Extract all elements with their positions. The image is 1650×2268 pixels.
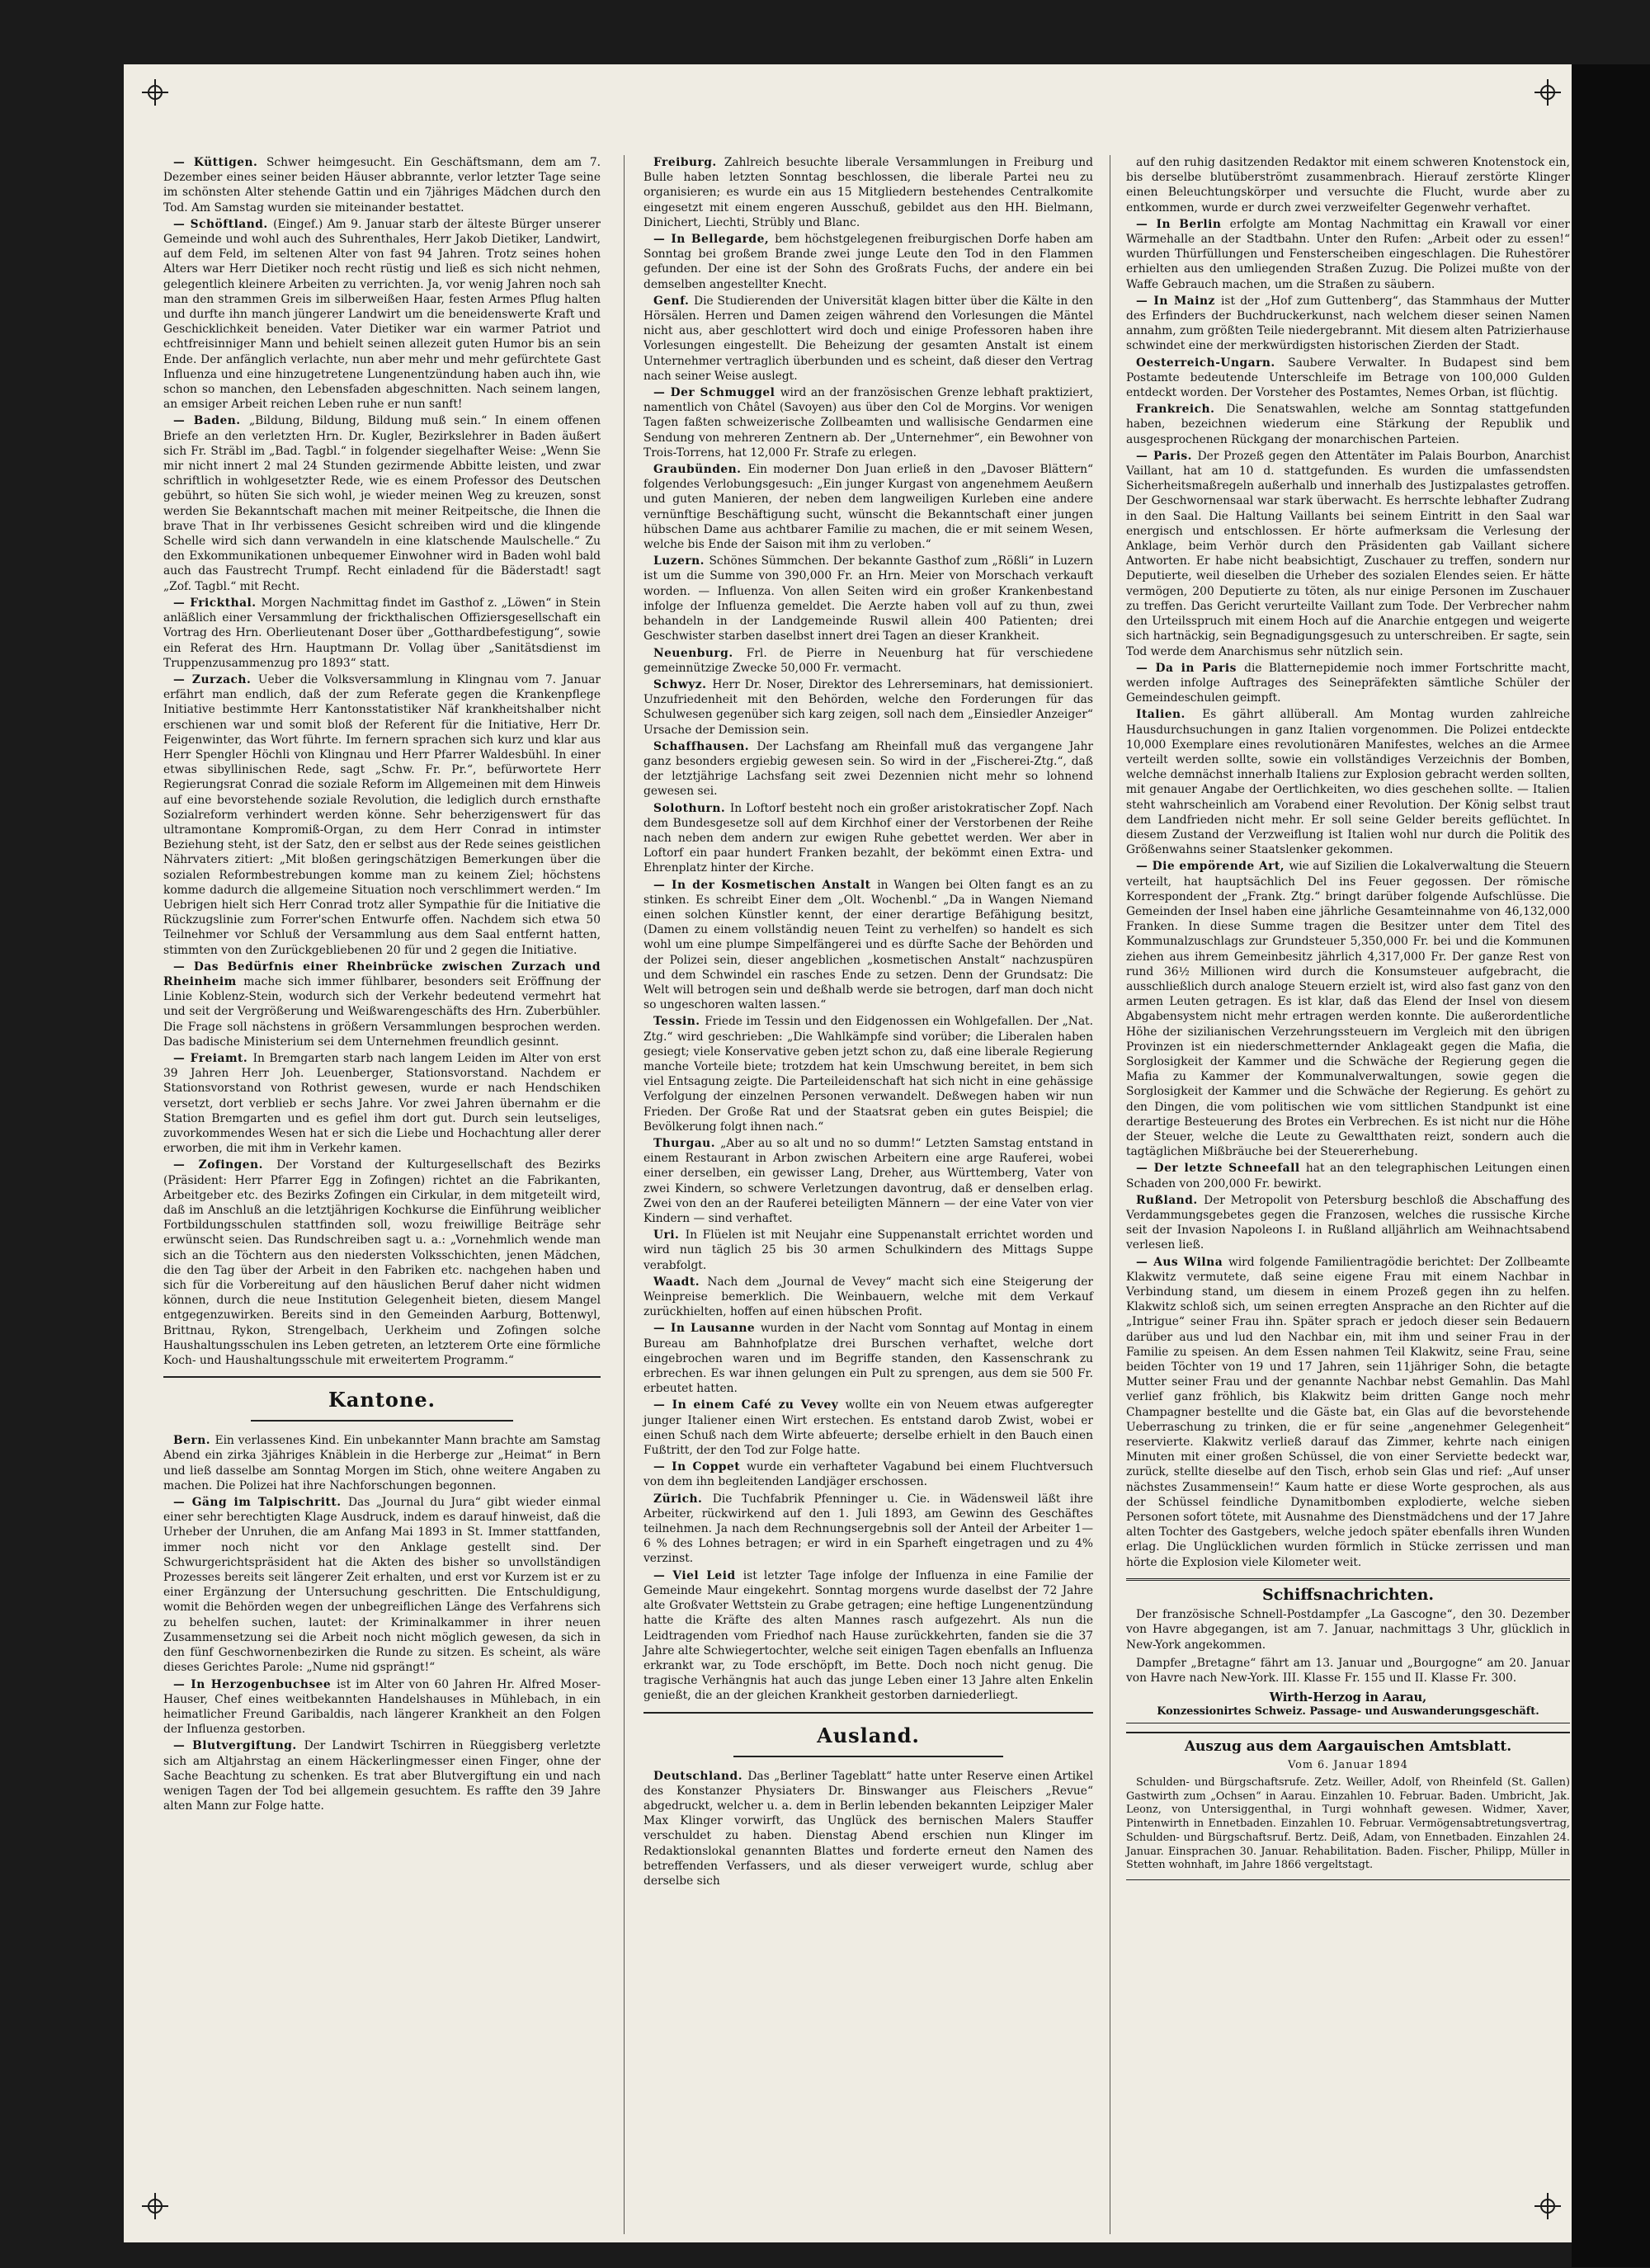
article-text: Der Vorstand der Kulturgesellschaft des Bezirks (Präsident: Herr Pfarrer Egg in Zofingen) richtet an die Fabrikanten, Arbeitgeber etc. des Bezirks Zofingen ein Cirkular, in dem mitgeteilt wird, daß im Anschluß an die letztjährigen Kochkurse die Einführung weiblicher Fortbildungsschulen stattfinden soll, wozu freiwillige Beiträge sehr erwünscht seien. Das Rundschreiben sagt u. a.: „Vornehmlich wende man sich an die Töchtern aus den niedersten Volksschichten, jenen Mädchen, die den Tag über der Arbeit in den Fabriken etc. nachgehen haben und sich für die Vorbereitung auf den häuslichen Beruf daher nicht widmen können, durch die neue Institution Gelegenheit bieten, diesem Mangel entgegenzuwirken. Bereits sind in den Gemeinden Aarburg, Bottenwyl, Brittnau, Rykon, Strengelbach, Uerkheim und Zofingen solche Haushaltungsschulen ins Leben getreten, an letzterem Orte eine förmliche Koch- und Haushaltungsschule mit erweitertem Programm.“ [163,1158,601,1368]
article-text: Die Studierenden der Universität klagen bitter über die Kälte in den Hörsälen. Herren und Damen zeigen während den Vorlesungen die Mäntel nicht aus, aber geschlottert wird doch und einige Professoren haben ihre Vorlesungen eingestellt. Die Beheizung der gesamten Anstalt ist einem Unternehmer vertraglich überbunden und es scheint, daß dieser den Vertrag nach seiner Weise auslegt. [644,294,1093,383]
newspaper-page [124,64,1584,2242]
article-lead: Solothurn. [653,801,730,815]
article [1126,217,1570,292]
article-lead: — In einem Café zu Vevey [653,1398,846,1412]
article-text: Die Senatswahlen, welche am Sonntag stattgefunden haben, bezeichnen wiederum eine Stärkung der Republik und ausgesprochenen Rückgang der monarchischen Parteien. [1126,403,1570,446]
section-title-kantone: Kantone. [163,1376,601,1412]
article-text: die Blatternepidemie noch immer Fortschritte macht, werden infolge Auftrages des Seinepräfekten sämtliche Schüler der Gemeindeschulen geimpft. [1126,661,1570,705]
article-lead: — Der Schmuggel [653,386,780,400]
article-lead: Graubünden. [653,463,748,477]
article [644,294,1093,384]
article-text: ist letzter Tage infolge der Influenza in eine Familie der Gemeinde Maur eingekehrt. Sonntag morgens wurde daselbst der 72 Jahre alte Großvater Wettstein zu Grabe getragen; eine heftige Lungenentzündung hatte die Kräfte des alten Mannes rasch aufgezehrt. Als nun die Leidtragenden vom Friedhof nach Hause zurückkehrten, fanden sie die 37 Jahre alte Schwiegertochter, welche seit einigen Tagen ebenfalls an Influenza erkrankt war, zu Tode erschöpft, im Bette. Doch noch nicht genug. Die tragische Verhängnis hat auch das junge Leben einer 13 Jahre alten Enkelin genießt, die an der gleichen Krankheit gestorben darniederliegt. [644,1568,1094,1703]
article-lead: Freiburg. [653,156,724,169]
section-title-ausland: Ausland. [644,1712,1093,1747]
article-lead: — Zofingen. [173,1158,277,1172]
article-lead: — In Bellegarde, [653,233,776,247]
article [163,672,601,958]
article [644,677,1093,738]
article [644,1459,1093,1489]
article-text: ist im Alter von 60 Jahren Hr. Alfred Moser-Hauser, Chef eines weitbekannten Handelshauses in Mühlebach, in ein heimatlicher Freund Garibaldis, nach längerer Krankheit an den Folgen der Influenza gestorben. [163,1677,601,1737]
article-lead: Oesterreich-Ungarn. [1136,356,1289,370]
article [1126,661,1570,706]
article [1126,402,1570,447]
article-lead: Genf. [653,294,695,308]
shipping-text: Der französische Schnell-Postdampfer „La Gascogne“, den 30. Dezember von Havre abgegangen, ist am 7. Januar, nachmittags 3 Uhr, glücklich in New-York angekommen. [1126,1608,1570,1652]
registration-mark-icon [1534,79,1561,106]
article-text: hat an den telegraphischen Leitungen einen Schaden von 200,000 Fr. bewirkt. [1126,1162,1570,1191]
article [163,1677,601,1738]
article-lead: Zürich. [653,1492,713,1506]
article [644,646,1093,676]
foreign-news-list [1126,155,1570,1570]
article [1126,294,1570,354]
article-text: (Eingef.) Am 9. Januar starb der älteste Bürger unserer Gemeinde und wohl auch des Suhrenthales, Herr Jakob Dietiker, Landwirt, auf dem Feld, im seltenen Alter von fast 94 Jahren. Trotz seines hohen Alters war Herr Dietiker noch recht rüstig und ließ es sich nicht nehmen, gelegentlich kleinere Arbeiten zu verrichten. Ja, vor wenig Jahren noch sah man den strammen Greis im silberweißen Haar, festen Armes Pflug halten und durfte ihn manch jüngerer Landwirt um die beneidenswerte Kraft und Geschicklichkeit beneiden. Vater Dietiker war ein warmer Patriot und echtfreisinniger Mann und behielt seinen allezeit guten Humor bis an sein Ende. Der anfänglich verlachte, nun aber mehr und mehr gefürchtete Gast Influenza und eine hinzugetretene Lungenentzündung haben auch ihn, wie schon so manchen, den Lebensfaden abgeschnitten. Nach seinem langen, an emsiger Arbeit reichen Leben ruhe er nun sanft! [163,217,601,412]
column-1 [163,155,601,1815]
amtsblatt-text: Schulden- und Bürgschaftsrufe. Zetz. Weiller, Adolf, von Rheinfeld (St. Gallen) Gastwirth zum „Ochsen“ in Aarau. Einzahlen 10. Februar. Baden. Umbricht, Jak. Leonz, von Untersiggenthal, in Turgi wohnhaft gewesen. Widmer, Xaver, Pintenwirth in Ennetbaden. Einzahlen 10. Februar. Vermögensabtretungsvertrag, Schulden- und Bürgschaftsruf. Bertz. Deiß, Adam, von Ennetbaden. Einzahlen 24. Januar. Einsprachen 30. Januar. Rehabilitation. Baden. Fischer, Philipp, Müller in Stetten wohnhaft, im Jahre 1866 vergeltstagt. [1126,1775,1570,1872]
article-text: „Aber au so alt und no so dumm!“ Letzten Samstag entstand in einem Restaurant in Arbon zwischen Arbeitern eine arge Rauferei, wobei einer derselben, ein gewisser Lang, Dreher, aus Württemberg, Vater von zwei Kindern, so schwere Verletzungen davontrug, daß er denselben erlag. Zwei von den an der Rauferei beteiligten Männern — der eine Vater von vier Kindern — sind verhaftet. [644,1137,1093,1226]
article-lead: — Das Bedürfnis einer Rheinbrücke zwischen Zurzach und Rheinheim [163,960,601,988]
article-text: wird an der französischen Grenze lebhaft praktiziert, namentlich von Châtel (Savoyen) aus über den Col de Morgins. Vor wenigen Tagen faßten schweizerische Zollbeamten und wallisische Gendarmen eine Sendung von mehreren Zentnern ab. Der „Unternehmer“, ein Bewohner von Trois-Torrens, hat 12,000 Fr. Strafe zu erlegen. [644,386,1093,460]
article [1126,356,1570,401]
article [644,1769,1093,1889]
article-text: In Bremgarten starb nach langem Leiden im Alter von erst 39 Jahren Herr Joh. Leuenberger, Stationsvorstand. Nachdem er Stationsvorstand von Rothrist gewesen, wurde er nach Hendschiken versetzt, dort verblieb er sechs Jahre. Vor zwei Jahren übernahm er die Station Bremgarten und es gefiel ihm dort gut. Durch sein leutseliges, zuvorkommendes Wesen hat er sich die Liebe und Hochachtung aller derer erworben, die mit ihm in Verkehr kamen. [163,1051,601,1156]
article-text: „Bildung, Bildung, Bildung muß sein.“ In einem offenen Briefe an den verletzten Hrn. Dr. Kugler, Bezirkslehrer in Baden äußert sich Fr. Sträbl im „Bad. Tagbl.“ in folgender siegelhafter Weise: „Wenn Sie mir nicht innert 2 mal 24 Stunden gezirmende Abbitte leisten, und zwar schriftlich in wohlgesetzter Rede, wie es einem Professor des Deutschen gebührt, so hüten Sie sich wohl, je wieder meinen Weg zu kreuzen, sonst werden Sie Bekanntschaft machen mit meiner Reitpeitsche, die Ihnen die brave That in Ihr verbissenes Gesicht schreiben wird und die klingende Schelle wird sich dann verwandeln in eine klatschende Maulschelle.“ Zu den Exkommunikationen unbequemer Einwohner wird in Baden wohl bald auch das Faustrecht Trumpf. Recht einladend für die Bäderstadt! sagt „Zof. Tagbl.“ mit Recht. [163,414,601,593]
column-divider [624,155,625,2234]
amtsblatt-title: Auszug aus dem Aargauischen Amtsblatt. [1184,1738,1512,1756]
article-text: wird folgende Familientragödie berichtet: Der Zollbeamte Klakwitz vermutete, daß seine eigene Frau mit einem Nachbar in Verbindung stand, um diesem in einem Prozeß gegen ihn zu helfen. Klakwitz schloß sich, um seinen erregten Ansprache an den Richter auf die „Intrigue“ seiner Frau ihn. Später sprach er jedoch dieser sein Bedauern darüber aus und lud den Nachbar ein, mit ihm und seiner Frau in der Familie zu speisen. An dem Essen nahmen Teil Klakwitz, seine Frau, seine beiden Töchter von 19 und 17 Jahren, sein 11jähriger Sohn, die betagte Mutter seiner Frau und der genannte Nachbar nebst Gemahlin. Das Mahl verlief ganz fröhlich, bis Klakwitz beim dritten Gange noch mehr Champagner bestellte und die Gäste bat, ein Glas auf die bevorstehende Ueberraschung zu trinken, die er für seine „angenehmer Gelegenheit“ reservierte. Klakwitz verließ darauf das Zimmer, kehrte nach einigen Minuten mit einer großen Schüssel, die von einer Serviette bedeckt war, zurück, stellte dieselbe auf den Tisch, erhob sein Glas und rief: „Auf unser nächstes Zusammensein!“ Kaum hatte er diese Worte gesprochen, als aus der Schüssel feindliche Dynamitbomben explodierte, welche sieben Personen sofort tötete, mit Ausnahme des Dienstmädchens und der 17 Jahre alten Tochter des Gastgebers, welche jedoch später ebenfalls ihren Wunden erlag. Die Unglücklichen wurden förmlich in Stücke zerrissen und man hörte die Explosion viele Kilometer weit. [1126,1255,1570,1569]
column-3 [1126,155,1570,1880]
article [163,217,601,413]
article-text: Ein moderner Don Juan erließ in den „Davoser Blättern“ folgendes Verlobungsgesuch: „Ein junger Kurgast von angenehmem Aeußern und guten Manieren, der neben dem langweiligen Kurleben eine andere vernünftige Beschäftigung sucht, wünscht die Bekanntschaft einer jungen hübschen Dame aus achtbarer Familie zu machen, die er mit seinem Wesen, welche bis Ende der Saison mit ihm zu verloben.“ [644,463,1094,552]
article [163,155,601,215]
article [1126,1161,1570,1191]
article [644,801,1093,876]
article-lead: Uri. [653,1228,686,1242]
article-lead: — Baden. [173,414,249,428]
article [644,462,1093,552]
article-text: In Loftorf besteht noch ein großer aristokratischer Zopf. Nach dem Bundesgesetze soll auf dem Kirchhof einer der Verstorbenen der Reihe nach neben dem andern zur ewigen Ruhe gebettet werden. Wer aber in Loftorf ein paar hundert Franken bezahlt, der bekömmt einen Extra- und Ehrenplatz hinter der Kirche. [644,801,1094,875]
ausland-news-list [644,1769,1093,1889]
article [1126,155,1570,215]
article-text: Der Landwirt Tschirren in Rüeggisberg verletzte sich am Altjahrstag an einem Häckerlingmesser einen Finger, ohne der Sache Beachtung zu schenken. Es trat aber Blutvergiftung ein und nach wenigen Tagen der Tod bei allgemein gesuchtem. Es raffte den 39 Jahre alten Mann zur Folge hatte. [163,1739,601,1813]
article-text: Herr Dr. Noser, Direktor des Lehrerseminars, hat demissioniert. Unzufriedenheit mit den Behörden, welche den Forderungen für das Schulwesen gegenüber sich karg zeigen, soll nach dem „Einsiedler Anzeiger“ Ursache der Demission sein. [644,677,1093,737]
article-text: erfolgte am Montag Nachmittag ein Krawall vor einer Wärmehalle an der Stadtbahn. Unter den Rufen: „Arbeit oder zu essen!“ wurden Thürfüllungen und Fensterscheiben eingeschlagen. Die Ruhestörer erhielten aus den umliegenden Straßen Zuzug. Die Polizei mußte von der Waffe Gebrauch machen, um die Straßen zu säubern. [1126,217,1571,291]
article-text: Es gährt allüberall. Am Montag wurden zahlreiche Hausdurchsuchungen in ganz Italien vorgenommen. Die Polizei entdeckte 10,000 Exemplare eines revolutionären Manifestes, welches an die Armee verteilt werden sollte, sowie ein vollständiges Verzeichnis der Bomben, welche demnächst innerhalb Italiens zur Explosion gebracht werden sollten, mit genauer Angabe der Oertlichkeiten, wo dies geschehen sollte. — Italien steht wahrscheinlich am Vorabend einer Revolution. Der König selbst traut dem Landfrieden nicht mehr. Er soll seine Gelder bereits geflüchtet. In diesem Zustand der Verzweiflung ist Italien wohl nur durch die Politik des Größenwahns seiner Staatslenker gekommen. [1126,708,1570,857]
article-lead: — Aus Wilna [1136,1255,1228,1269]
article-text: mache sich immer fühlbarer, besonders seit Eröffnung der Linie Koblenz-Stein, wodurch sich der Verkehr bedeutend vermehrt hat und seit der Vergrößerung und Weißwarengeschäfts des Hrn. Zuberbühler. Die Frage soll nächstens in größern Versammlungen besprochen werden. Das badische Ministerium sei dem Unternehmen freundlich gesinnt. [163,974,601,1049]
article-lead: Luzern. [653,554,710,568]
article [644,385,1093,460]
article-lead: — Freiamt. [173,1051,253,1065]
shipping-notice [1126,1578,1570,1723]
article-lead: — Paris. [1136,449,1198,463]
article-text: bem höchstgelegenen freiburgischen Dorfe haben am Sonntag bei großem Brande zwei junge Leute den Tod in den Flammen gefunden. Der eine ist der Sohn des Großrats Fuchs, der andere ein bei demselben angestellter Knecht. [644,233,1093,291]
article-lead: — Da in Paris [1136,661,1245,675]
article-text: Der Metropolit von Petersburg beschloß die Abschaffung des Verdammungsgebetes gegen die Franzosen, welches die russische Kirche seit der Invasion Napoleons I. in Rußland alljährlich am Weihnachtsabend verlesen ließ. [1126,1193,1571,1252]
article-text: Nach dem „Journal de Vevey“ macht sich eine Steigerung der Weinpreise bemerklich. Die Weinbauern, welche mit dem Verkauf zurückhielten, hoffen auf einen hübschen Profit. [644,1275,1093,1319]
registration-mark-icon [1534,2193,1561,2219]
article-lead: — In Berlin [1136,217,1230,231]
article-lead: — Schöftland. [173,217,274,231]
article-text: Die Tuchfabrik Pfenninger u. Cie. in Wädensweil läßt ihre Arbeiter, rückwirkend auf den 1. Juli 1893, am Gewinn des Geschäftes teilnehmen. Ja nach dem Rechnungsergebnis soll der Anteil der Arbeiter 1—6 % des Lohnes betragen; er wird in ein Sparheft eingetragen und zu 4% verzinst. [644,1492,1093,1566]
article [163,1433,601,1493]
shipping-text: Dampfer „Bretagne“ fährt am 13. Januar und „Bourgogne“ am 20. Januar von Havre nach New-York. III. Klasse Fr. 155 und II. Klasse Fr. 300. [1126,1656,1570,1685]
article [644,1492,1093,1567]
article-text: Morgen Nachmittag findet im Gasthof z. „Löwen“ in Stein anläßlich einer Versammlung der frickthalischen Offiziersgesellschaft ein Vortrag des Hrn. Oberlieutenant Doser über „Gotthardbefestigung“, sowie ein Referat des Hrn. Hauptmann Dr. Vollag über „Sanitätsdienst im Truppenzusammenzug pro 1893“ statt. [163,596,601,670]
section-divider [251,1420,513,1422]
scan-edge [1572,64,1650,2267]
article-lead: — Zurzach. [173,672,258,686]
article [644,1398,1093,1458]
article [644,155,1093,230]
article [1126,449,1570,659]
section-divider [733,1756,1003,1757]
article-text: Das „Journal du Jura“ gibt wieder einmal einer sehr berechtigten Klage Ausdruck, indem es darauf hinweist, daß die Urheber der Unruhen, die am Anfang Mai 1893 in St. Immer stattfanden, immer noch nicht vor den Anklage gestellt sind. Der Schwurgerichtspräsident hat die Akten des bisher so unvollständigen Prozesses bereits seit längerer Zeit erhalten, und erst vor Kurzem ist er zu einer Ergänzung der Untersuchung geschritten. Die Entschuldigung, womit die Behörden wegen der unbegreiflichen Länge des Verfahrens sich zu behelfen suchen, lautet: der Kriminalkammer in ihrer neuen Zusammensetzung sei die Arbeit noch nicht möglich gewesen, da sich in den fünf Geschwornenbezirken die Runde zu sitzen. Es scheint, als wäre dieses Gerichtes Parole: „Nume nid gsprängt!“ [163,1496,601,1675]
article [644,1228,1093,1273]
article-text: Ein verlassenes Kind. Ein unbekannter Mann brachte am Samstag Abend ein zirka 3jähriges Knäblein in die Herberge zur „Heimat“ in Bern und ließ dasselbe am Sonntag Morgen im Stich, ohne weitere Angaben zu machen. Die Polizei hat ihre Nachforschungen begonnen. [163,1434,601,1492]
article [163,1158,601,1368]
article-text: Zahlreich besuchte liberale Versammlungen in Freiburg und Bulle haben letzten Sonntag beschlossen, die liberale Partei neu zu organisieren; es wurde ein aus 15 Mitgliedern bestehendes Centralkomite eingesetzt mit einem engeren Ausschuß, gebildet aus den HH. Bielmann, Dinichert, Liechti, Strübly und Blanc. [644,156,1093,229]
article-lead: — In Coppet [653,1460,747,1474]
article [1126,859,1570,1159]
article-text: Frl. de Pierre in Neuenburg hat für verschiedene gemeinnützige Zwecke 50,000 Fr. vermacht. [644,646,1093,675]
shipping-agent: Wirth-Herzog in Aarau, [1269,1690,1427,1705]
article [163,1495,601,1675]
canton-news-list [644,155,1093,1704]
local-news-list [163,155,601,1368]
article-lead: — In Herzogenbuchsee [173,1677,337,1691]
article [1126,1193,1570,1253]
article-lead: — Gäng im Talpischritt. [173,1496,348,1510]
article-lead: Tessin. [653,1015,705,1029]
article-lead: Bern. [173,1434,215,1448]
article-text: Saubere Verwalter. In Budapest sind bem Postamte bedeutende Unterschleife im Betrage von 100,000 Gulden entdeckt worden. Der Vorsteher des Postamtes, Nemes Orban, ist flüchtig. [1126,356,1570,400]
article-text: auf den ruhig dasitzenden Redaktor mit einem schweren Knotenstock ein, bis derselbe blutüberströmt zusammenbrach. Hierauf zerstörte Klinger einen Beleuchtungskörper und versuchte die Flucht, wurde aber zu entkommen, wurde er durch zwei verzweifelter Gegenwehr verhaftet. [1126,156,1570,215]
article-text: Der Lachsfang am Rheinfall muß das vergangene Jahr ganz besonders ergiebig gewesen sein. So wird in der „Fischerei-Ztg.“, daß der letztjährige Lachsfang seit zwei Dezennien nicht mehr so lohnend gewesen sei. [644,739,1094,799]
column-2 [644,155,1093,1890]
article-lead: — Viel Leid [653,1568,743,1582]
shipping-agent-desc: Konzessionirtes Schweiz. Passage- und Auswanderungsgeschäft. [1157,1705,1539,1719]
article-text: Ueber die Volksversammlung in Klingnau vom 7. Januar erfährt man endlich, daß der zum Referate gegen die Krankenpflege Initiative bestimmte Herr Kantonsstatistiker Näf krankheitshalber nicht erschienen war und somit bloß der Referent für die Initiative, Herr Dr. Feigenwinter, das Wort führte. Im fernern sprachen sich kurz und klar aus Herr Spengler Höchli von Klingnau und Herr Pfarrer Waldesbühl. In einer etwas sibyllinischen Rede, sagt „Schw. Fr. Pr.“, befürwortete Herr Regierungsrat Conrad die soziale Reform im Allgemeinen mit dem Hinweis auf eine bevorstehende soziale Revolution, die lediglich durch ernsthafte Sozialreform verhindert werden könne. Sehr beherzigenswert für das ultramontane Kompromiß-Organ, zu dem Herr Conrad in intimster Beziehung steht, ist der Satz, den er selbst aus der Rede seines geistlichen Nährvaters zitiert: „Mit bloßen geringschätzigen Bemerkungen über die sozialen Reformbestrebungen komme man zu keinem Ziel; höchstens komme dadurch die allgemeine Situation noch verschlimmert werden.“ Im Uebrigen hielt sich Herr Conrad trotz aller Sympathie für die Initiative die Rückzugslinie zum Forrer'schen Entwurfe offen. Nachdem sich etwa 50 Teilnehmer vor Schluß der Versammlung aus dem Saal entfernt hatten, stimmten von den Zurückgebliebenen 20 für und 2 gegen die Initiative. [163,672,601,957]
article [1126,1255,1570,1570]
article [644,878,1093,1013]
article-lead: — In der Kosmetischen Anstalt [653,878,878,892]
article-text: Friede im Tessin und den Eidgenossen ein Wohlgefallen. Der „Nat. Ztg.“ wird geschrieben: „Die Wahlkämpfe sind vorüber; die Liberalen haben gesiegt; viele Konservative geben jetzt schon zu, daß eine liberale Regierung manche Vorteile biete; trotzdem hat kein Umschwung bereitet, in bem sich viel Entsagung zeigte. Die Parteileidenschaft hat sich nicht in eine gehässige Verfolgung der einzelnen Personen verwandelt. Deßwegen haben wir nun Frieden. Der Große Rat und der Staatsrat geben ein gutes Beispiel; die Bevölkerung folgt ihnen nach.“ [644,1015,1093,1134]
article [644,739,1093,799]
article-text: Das „Berliner Tageblatt“ hatte unter Reserve einen Artikel des Konstanzer Physiaters Dr. Binswanger aus Fleischers „Revue“ abgedruckt, welcher u. a. dem in Berlin lebenden bekannten Leipziger Maler Max Klinger vorwirft, das Unglück des bernischen Malers Stauffer verschuldet zu haben. Dienstag Abend erschien nun Klinger im Redaktionslokal genannten Blattes und forderte erneut den Namen des betreffenden Verfassers, und als dieser verweigert wurde, schlug aber derselbe sich [644,1769,1093,1888]
article-text: In Flüelen ist mit Neujahr eine Suppenanstalt errichtet worden und wird nun täglich 25 bis 30 armen Schulkindern des Mittags Suppe verabfolgt. [644,1228,1093,1272]
article-text: in Wangen bei Olten fangt es an zu stinken. Es schreibt Einer dem „Olt. Wochenbl.“ „Da in Wangen Niemand einen solchen Künstler kennt, der einer derartige Befähigung besitzt, (Damen zu einem vollständig neuen Teint zu verhelfen) so handelt es sich wohl um eine plumpe Simpelfängerei und es dürfte Sache der Behörden und der Polizei sein, dieser angeblichen „kosmetischen Anstalt“ nachzuspüren und dem Schwindel ein rasches Ende zu setzen. Denn der Grundsatz: Die Welt will betrogen sein und deßhalb werde sie betrogen, darf man doch nicht so ungeschoren walten lassen.“ [644,878,1093,1012]
article-text: wollte ein von Neuem etwas aufgeregter junger Italiener einen Wirt erstechen. Es entstand darob Zwist, wobei er einen Schuß nach dem Wirte abfeuerte; derselbe erhielt in den Bauch einen Fußtritt, der den Tod zur Folge hatte. [644,1398,1093,1458]
article-lead: — In Lausanne [653,1322,761,1336]
article-lead: Schwyz. [653,677,713,691]
article-text: Schönes Sümmchen. Der bekannte Gasthof zum „Rößli“ in Luzern ist um die Summe von 390,000 Fr. an Hrn. Meier von Morschach verkauft worden. — Influenza. Von allen Seiten wird ein großer Krankenbestand infolge der Influenza gemeldet. Die Aerzte haben voll auf zu thun, zwei behandeln in der Landgemeinde Ruswil allein 400 Patienten; drei Geschwister starben daselbst innert drei Tagen an dieser Krankheit. [644,554,1093,644]
article-lead: Schaffhausen. [653,739,757,753]
article-text: wie auf Sizilien die Lokalverwaltung die Steuern verteilt, hat hauptsächlich Del ins Feuer gegossen. Der römische Korrespondent der „Frank. Ztg.“ bringt darüber folgende Aufschlüsse. Die Gemeinden der Insel haben eine jährliche Gesamteinnahme von 46,132,000 Franken. In diese Summe tragen die Besitzer unter dem Titel des Kommunalzuschlags zur Grundsteuer 5,350,000 Fr. bei und die Kommunen ziehen aus ihrem Gemeinbesitz jährlich 4,317,000 Fr. Der ganze Rest von rund 36½ Millionen wird durch die Konsumsteuer aufgebracht, die ausschließlich durch analoge Steuern erzielt ist, wird also fast ganz von den armen Leuten getragen. Es ist klar, daß das Elend der Insel von diesem Abgabensystem nicht mehr ertragen werden konnte. Die außerordentliche Höhe der sizilianischen Verzehrungssteuern im Vergleich mit den übrigen Provinzen ist ein niederschmetternder Anklageakt gegen die Mafia, die Sorglosigkeit der Kammer und die Schwäche der Regierung gegen die Mafia zu Kammer der Kommunalverwaltungen, sowie gegen die Sorglosigkeit der Kammer und die Schwäche der Regierung. Es gehört zu den Dingen, die vom politischen wie vom sittlichen Standpunkt ist eine derartige Besteuerung des Brotes ein Verbrechen. Es ist nicht nur die Höhe der Steuer, welche die Leute zu Gewaltthaten reizt, sondern auch die tagtäglichen Mißbräuche bei der Steuererhebung. [1126,860,1570,1159]
amtsblatt-date: Vom 6. Januar 1894 [1288,1758,1408,1771]
article-text: ist der „Hof zum Guttenberg“, das Stammhaus der Mutter des Erfinders der Buchdruckerkunst, nach welchem dieser seinen Namen annahm, zum größten Teile niedergebrannt. Mit diesem alten Patrizierhause schwindet eine der merkwürdigsten historischen Zierden der Stadt. [1126,294,1571,353]
article [644,1014,1093,1134]
article [163,1051,601,1156]
article-lead: Frankreich. [1136,403,1227,417]
article-lead: — Küttigen. [173,156,266,169]
article [644,1136,1093,1226]
article-lead: Italien. [1136,708,1203,722]
amtsblatt-excerpt [1126,1732,1570,1880]
article [163,596,601,671]
article-lead: — Blutvergiftung. [173,1739,304,1753]
registration-mark-icon [142,79,168,106]
article [1126,707,1570,857]
kantone-news-list [163,1433,601,1813]
article [163,1738,601,1813]
article-lead: Waadt. [653,1275,708,1289]
article [644,554,1093,644]
article [644,1568,1093,1704]
article-text: Schwer heimgesucht. Ein Geschäftsmann, dem am 7. Dezember eines seiner beiden Häuser abbrannte, verlor letzter Tage seine im schönsten Alter stehende Gattin und ein 7jähriges Mädchen durch den Tod. Am Samstag wurden sie miteinander bestattet. [163,156,601,215]
shipping-title: Schiffsnachrichten. [1261,1585,1435,1604]
article-text: wurde ein verhafteter Vagabund bei einem Fluchtversuch von dem ihn begleitenden Landjäger erschossen. [644,1460,1093,1489]
article [163,413,601,593]
article-lead: — Frickthal. [173,596,262,610]
article-lead: — Der letzte Schneefall [1136,1162,1306,1176]
article [644,232,1093,292]
article-text: Der Prozeß gegen den Attentäter im Palais Bourbon, Anarchist Vaillant, hat am 10 d. stattgefunden. Es wurden die umfassendsten Sicherheitsmaßregeln außerhalb und innerhalb des Justizpalastes getroffen. Der Geschwornensaal war stark überwacht. Es herrschte lebhafter Zudrang in den Saal. Die Haltung Vaillants bei seinem Eintritt in den Saal war energisch und entschlossen. Er hörte aufmerksam die Verlesung der Anklage, beim Verhör durch den Präsidenten gab Vaillant sichere Antworten. Er habe nicht beabsichtigt, Zuschauer zu treffen, sondern nur Deputierte, weil dieselben die Urheber des sozialen Elendes seien. Er hätte vermögen, 200 Deputierte zu töten, als nur einige Personen im Zuschauer zu treffen. Das Gericht verurteilte Vaillant zum Tode. Der Verbrecher nahm den Urteilsspruch mit einem Hoch auf die Anarchie entgegen und weigerte sich hartnäckig, sein Begnadigungsgesuch zu unterschreiben. Er sagte, sein Tod werde dem Anarchismus sehr nützlich sein. [1126,449,1570,658]
article-lead: — Die empörende Art, [1136,860,1289,874]
article [163,960,601,1049]
article [644,1321,1093,1396]
article-lead: — In Mainz [1136,294,1221,308]
article-lead: Thurgau. [653,1137,721,1150]
registration-mark-icon [142,2193,168,2219]
article-text: wurden in der Nacht vom Sonntag auf Montag in einem Bureau am Bahnhofplatze drei Burschen verhaftet, welche dort eingebrochen waren und im Begriffe standen, den Kassenschrank zu erbrechen. Es war ihnen gelungen ein Pult zu sprengen, aus dem sie 500 Fr. erbeutet hatten. [644,1322,1093,1396]
article [644,1275,1093,1320]
article-lead: Deutschland. [653,1769,748,1783]
article-lead: Rußland. [1136,1193,1204,1207]
article-lead: Neuenburg. [653,646,747,660]
